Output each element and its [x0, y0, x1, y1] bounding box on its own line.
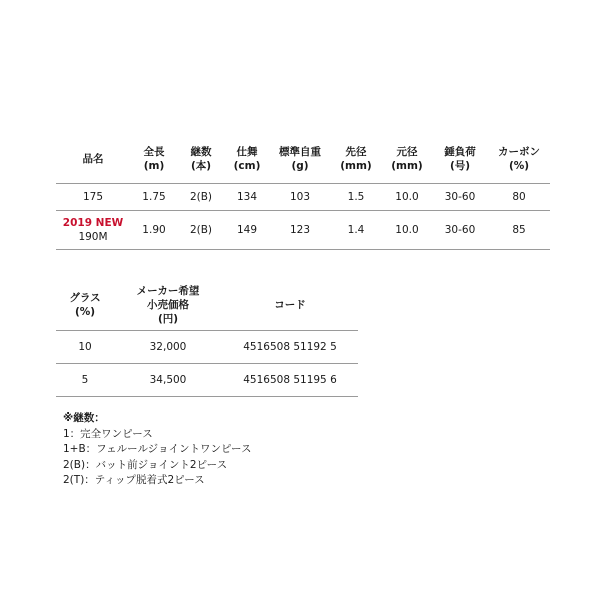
table-cell: 149 — [224, 210, 270, 249]
header-glass: グラス (%) — [56, 280, 114, 330]
table-cell: 10.0 — [382, 210, 432, 249]
header-product-name: 品名 — [56, 136, 130, 183]
header-code: コード — [222, 280, 358, 330]
header-sinker-load: 錘負荷 (号) — [432, 136, 488, 183]
sections-note — [63, 411, 252, 489]
table-row — [56, 330, 358, 363]
table-cell: 4516508 51195 6 — [222, 363, 358, 396]
price-table — [56, 280, 358, 397]
table-cell: 10 — [56, 330, 114, 363]
table-cell: 1.5 — [330, 183, 382, 210]
product-name-cell: 175 — [56, 183, 130, 210]
table-cell: 80 — [488, 183, 550, 210]
note-line: 1+B：フェルールジョイントワンピース — [63, 443, 252, 455]
table-row — [56, 183, 550, 210]
table-cell: 1.4 — [330, 210, 382, 249]
table-cell: 123 — [270, 210, 330, 249]
note-title: ※継数： — [63, 412, 105, 424]
header-carbon: カーボン (%) — [488, 136, 550, 183]
table-cell: 1.75 — [130, 183, 178, 210]
price-header-row — [56, 280, 358, 330]
table-cell: 30-60 — [432, 210, 488, 249]
product-name-cell: 2019 NEW 190M — [56, 210, 130, 249]
table-cell: 34,500 — [114, 363, 222, 396]
table-cell: 103 — [270, 183, 330, 210]
note-line: 1：完全ワンピース — [63, 427, 153, 440]
table-cell: 85 — [488, 210, 550, 249]
table-cell: 30-60 — [432, 183, 488, 210]
note-line: 2(T)：ティップ脱着式2ピース — [63, 474, 205, 486]
header-sections: 継数 (本) — [178, 136, 224, 183]
header-weight: 標準自重 (g) — [270, 136, 330, 183]
spec-table — [56, 136, 550, 250]
table-cell: 134 — [224, 183, 270, 210]
table-cell: 10.0 — [382, 183, 432, 210]
table-cell: 4516508 51192 5 — [222, 330, 358, 363]
table-row — [56, 210, 550, 249]
header-closed-length: 仕舞 (cm) — [224, 136, 270, 183]
new-badge: 2019 NEW — [62, 216, 124, 229]
table-cell: 32,000 — [114, 330, 222, 363]
note-line: 2(B)：バット前ジョイント2ピース — [63, 458, 228, 471]
table-cell: 2(B) — [178, 210, 224, 249]
table-cell: 1.90 — [130, 210, 178, 249]
table-cell: 5 — [56, 363, 114, 396]
header-butt-diameter: 元径 (mm) — [382, 136, 432, 183]
header-retail-price: メーカー希望 小売価格 (円) — [114, 280, 222, 330]
header-tip-diameter: 先径 (mm) — [330, 136, 382, 183]
header-length: 全長 (m) — [130, 136, 178, 183]
table-cell: 2(B) — [178, 183, 224, 210]
table-row — [56, 363, 358, 396]
spec-header-row — [56, 136, 550, 183]
